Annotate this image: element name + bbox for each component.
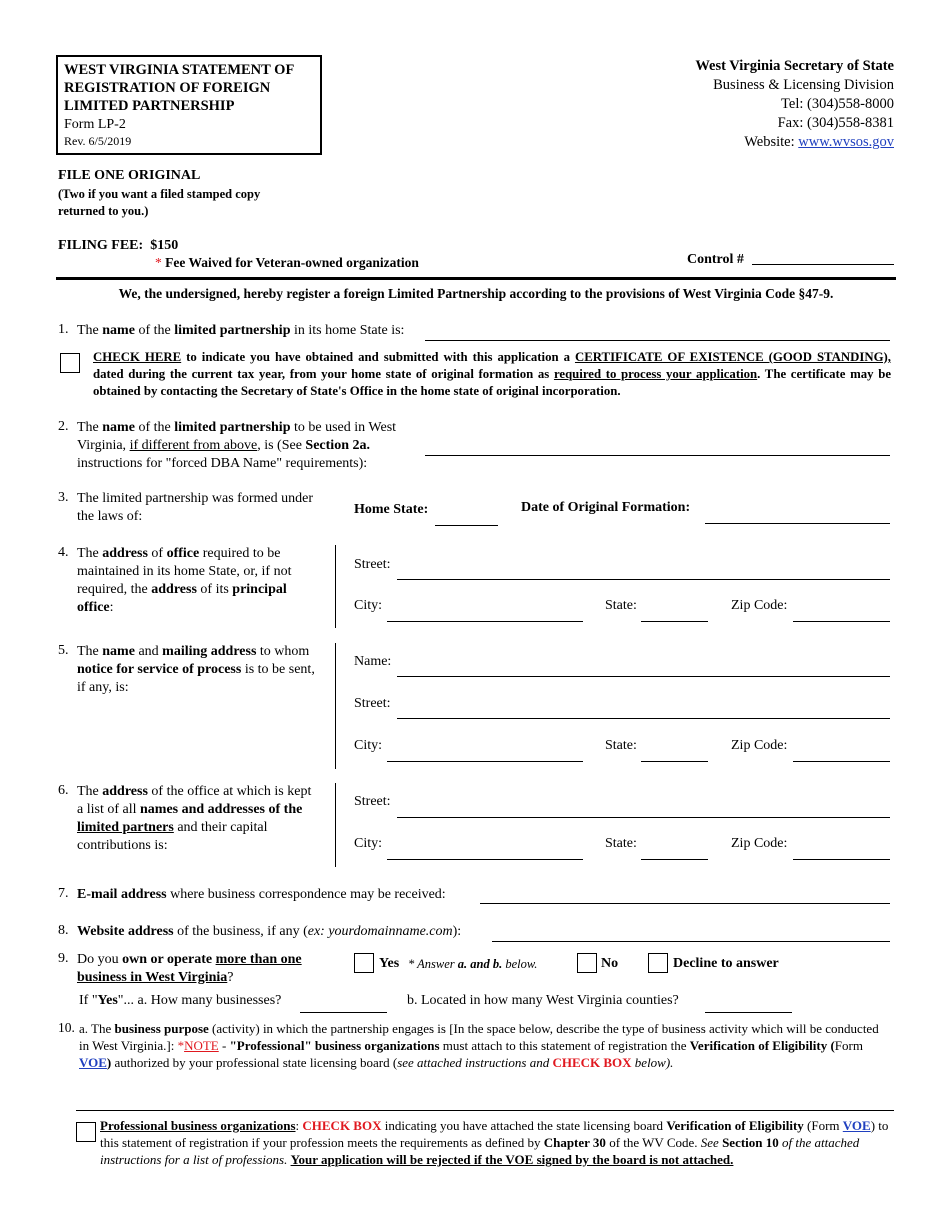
item-4-divider	[335, 545, 336, 628]
yes-checkbox[interactable]	[354, 953, 374, 973]
item-5-label: The name and mailing address to whom notice for service of process is to be sent, if any, is:	[77, 644, 315, 695]
certificate-name: CERTIFICATE OF EXISTENCE (GOOD STANDING),	[574, 350, 892, 364]
item-5-name-label: Name:	[354, 654, 392, 669]
yes-note: * Answer a. and b. below.	[408, 957, 538, 971]
date-formation-label: Date of Original Formation:	[521, 500, 691, 515]
item-10-number: 10.	[58, 1020, 75, 1035]
form-revision: Rev. 6/5/2019	[64, 134, 132, 148]
filing-fee-colon: :	[138, 238, 144, 253]
item-4-state-field[interactable]	[641, 621, 708, 622]
certificate-checkbox[interactable]	[60, 353, 80, 373]
item-3-number: 3.	[58, 490, 69, 505]
voe-link-1[interactable]: VOE	[79, 1055, 107, 1070]
website-field[interactable]	[492, 941, 890, 942]
item-1-number: 1.	[58, 322, 69, 337]
item-4-city-label: City:	[354, 598, 383, 613]
phone-number: Tel: (304)558-8000	[781, 96, 894, 112]
item-4-state-label: State:	[605, 598, 637, 613]
item-4-number: 4.	[58, 545, 69, 560]
professional-text: Professional business organizations: CHECK BOX indicating you have attached the state licensing board Verification of Eligibility (Form VOE) to this statement of registration if your profession meets the requirements as defined by Chapter 30 of the WV Code. See Section 10 of the attached instructions for a list of professions. Your application will be rejected if the VOE signed by the board is not attached.	[100, 1118, 889, 1167]
voe-link-2[interactable]: VOE	[842, 1118, 871, 1133]
item-9-number: 9.	[58, 951, 69, 966]
professional-checkbox[interactable]	[76, 1122, 96, 1142]
fee-waived-text: Fee Waived for Veteran-owned organization	[165, 255, 419, 270]
item-6-divider	[335, 783, 336, 867]
how-many-businesses-label: If "Yes"... a. How many businesses?	[79, 993, 282, 1008]
control-number-field[interactable]	[752, 264, 894, 265]
file-one-original: FILE ONE ORIGINAL	[58, 168, 201, 183]
how-many-counties-field[interactable]	[705, 1012, 792, 1013]
item-6-zip-label: Zip Code:	[731, 836, 788, 851]
website-label: Website:	[744, 134, 799, 150]
item-5-city-field[interactable]	[387, 761, 583, 762]
item-6-street-field[interactable]	[397, 817, 890, 818]
two-copies-note: (Two if you want a filed stamped copy returned to you.)	[58, 187, 261, 218]
certificate-text: CHECK HERE to indicate you have obtained and submitted with this application a CERTIFICATE OF EXISTENCE (GOOD STANDING), dated during the current tax year, from your home state of original formation as required to process your application. The certificate may be obtained by contacting the Secretary of State's Office in the home state of original incorporation.	[93, 350, 892, 398]
division-name: Business & Licensing Division	[713, 77, 894, 93]
form-number: Form LP-2	[64, 117, 126, 132]
how-many-counties-label: b. Located in how many West Virginia counties?	[407, 993, 679, 1008]
fee-waived-asterisk: *	[155, 255, 162, 270]
item-5-zip-label: Zip Code:	[731, 738, 788, 753]
item-5-street-field[interactable]	[397, 718, 890, 719]
fee-waived-line	[155, 255, 419, 271]
form-title-box	[56, 55, 322, 155]
item-4-zip-field[interactable]	[793, 621, 890, 622]
item-10-label: a. The business purpose (activity) in which the partnership engages is [In the space below, describe the type of business activity which will be conducted in West Virginia.]: *NOTE - "Professional" business organizations must attach to this statement of registration the Verification of Eligibility (Form VOE) authorized by your professional state licensing board (see attached instructions and CHECK BOX below).	[79, 1021, 879, 1070]
control-number-label: Control #	[687, 252, 744, 267]
filing-fee-label: FILING FEE	[58, 238, 139, 253]
item-8-label: Website address of the business, if any (ex: yourdomainname.com):	[77, 924, 462, 939]
item-5-number: 5.	[58, 643, 69, 658]
item-6-state-field[interactable]	[641, 859, 708, 860]
filing-fee-amount: $150	[150, 238, 179, 253]
check-here-text: CHECK HERE	[93, 350, 182, 364]
email-field[interactable]	[480, 903, 890, 904]
sos-contact-block	[695, 57, 894, 152]
home-state-field[interactable]	[435, 525, 498, 526]
decline-checkbox[interactable]	[648, 953, 668, 973]
item-5-street-label: Street:	[354, 696, 391, 711]
item-7-label: E-mail address where business correspondence may be received:	[77, 887, 446, 902]
no-checkbox[interactable]	[577, 953, 597, 973]
item-5-divider	[335, 643, 336, 769]
how-many-businesses-field[interactable]	[300, 1012, 387, 1013]
office-name: West Virginia Secretary of State	[695, 58, 894, 74]
item-6-label: The address of the office at which is kept a list of all names and addresses of the limited partners and their capital contributions is:	[77, 784, 312, 853]
item-5-zip-field[interactable]	[793, 761, 890, 762]
home-state-name-field[interactable]	[425, 340, 890, 341]
item-6-city-label: City:	[354, 836, 383, 851]
fax-number: Fax: (304)558-8381	[777, 115, 894, 131]
item-7-number: 7.	[58, 886, 69, 901]
item-2-label: The name of the limited partnership to be used in West Virginia, if different from above, is (See Section 2a. instructions for "forced DBA Name" requirements):	[77, 420, 397, 471]
item-8-number: 8.	[58, 923, 69, 938]
item-5-state-label: State:	[605, 738, 637, 753]
decline-label: Decline to answer	[673, 956, 779, 971]
item-6-state-label: State:	[605, 836, 637, 851]
yes-label: Yes	[379, 956, 400, 971]
header-divider	[56, 277, 896, 280]
item-4-zip-label: Zip Code:	[731, 598, 788, 613]
item-4-label: The address of office required to be maintained in its home State, or, if not required, the address of its principal office:	[77, 546, 292, 615]
item-1-label: The name of the limited partnership in its home State is:	[77, 323, 405, 338]
item-4-city-field[interactable]	[387, 621, 583, 622]
item-3-label: The limited partnership was formed under the laws of:	[77, 491, 313, 524]
item-4-street-label: Street:	[354, 557, 391, 572]
item-6-street-label: Street:	[354, 794, 391, 809]
item-9-label: Do you own or operate more than one business in West Virginia?	[77, 952, 302, 985]
item-6-zip-field[interactable]	[793, 859, 890, 860]
item-2-number: 2.	[58, 419, 69, 434]
item-5-name-field[interactable]	[397, 676, 890, 677]
item-5-city-label: City:	[354, 738, 383, 753]
filing-fee-line	[58, 238, 178, 254]
item-5-state-field[interactable]	[641, 761, 708, 762]
form-title: WEST VIRGINIA STATEMENT OF REGISTRATION OF FOREIGN LIMITED PARTNERSHIP	[64, 62, 294, 114]
item-6-city-field[interactable]	[387, 859, 583, 860]
item-4-street-field[interactable]	[397, 579, 890, 580]
date-formation-field[interactable]	[705, 523, 890, 524]
wv-name-field[interactable]	[425, 455, 890, 456]
required-text: required to process your application	[553, 367, 758, 381]
home-state-label: Home State:	[354, 502, 429, 517]
intro-statement: We, the undersigned, hereby register a foreign Limited Partnership according to the provisions of West Virginia Code §47-9.	[118, 286, 834, 301]
website-link[interactable]: www.wvsos.gov	[798, 134, 894, 150]
website-line	[695, 133, 894, 152]
professional-divider	[76, 1110, 894, 1111]
item-6-number: 6.	[58, 783, 69, 798]
no-label: No	[601, 956, 619, 971]
